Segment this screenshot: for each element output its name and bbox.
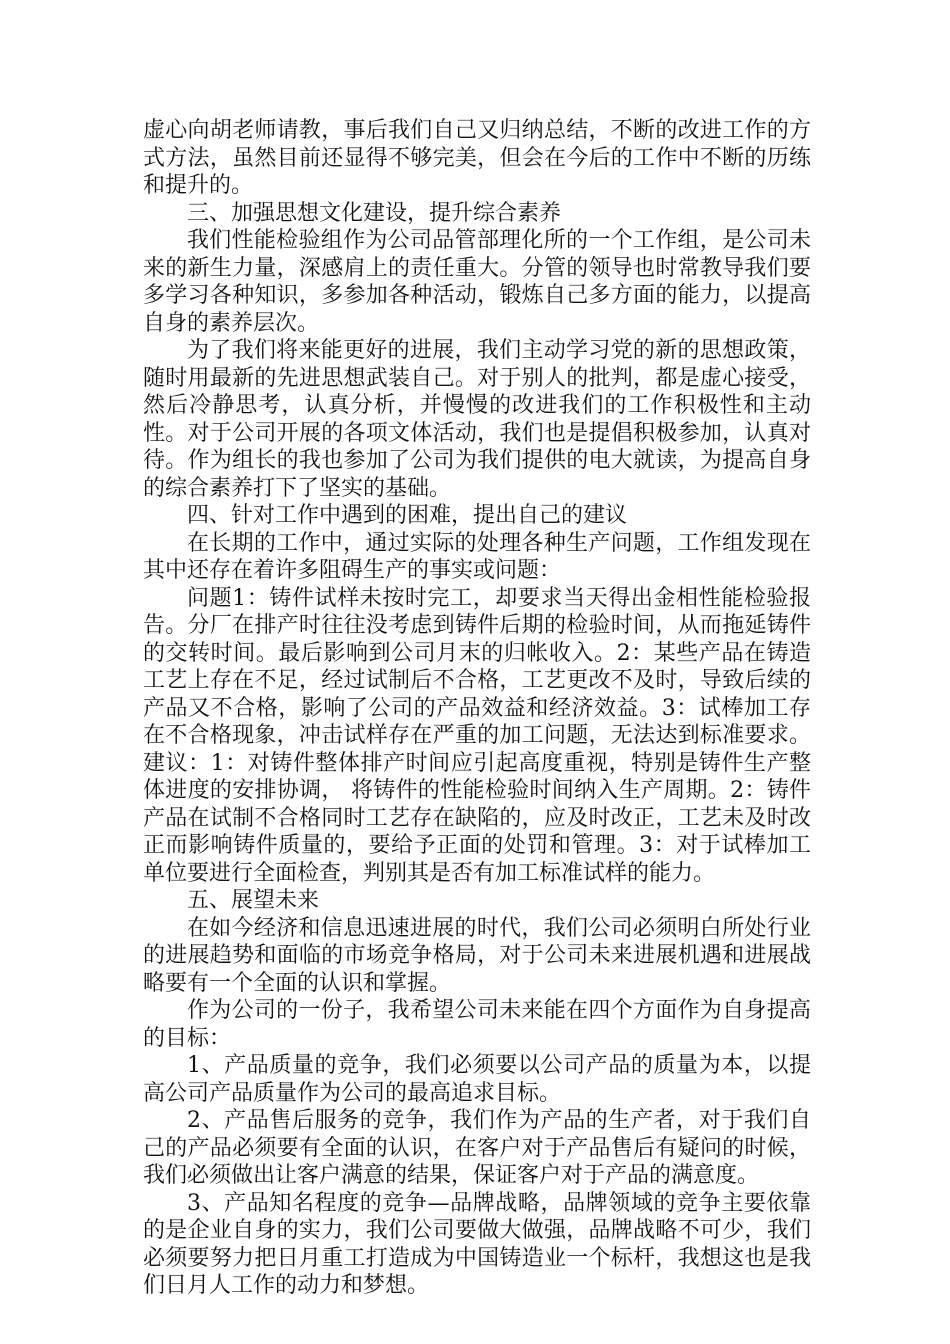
paragraph-outlook: 在如今经济和信息迅速进展的时代，我们公司必须明白所处行业的进展趋势和面临的市场竞争格局，对于公司未来进展机遇和进展战略要有一个全面的认识和掌握。	[143, 915, 811, 996]
paragraph-goal-service: 2、产品售后服务的竞争，我们作为产品的生产者，对于我们自己的产品必须要有全面的认识，在客户对于产品售后有疑问的时候，我们必须做出让客户满意的结果，保证客户对于产品的满意度。	[143, 1108, 811, 1188]
paragraph-continuation: 虚心向胡老师请教，事后我们自己又归纳总结，不断的改进工作的方式方法，虽然目前还显得不够完美，但会在今后的工作中不断的历练和提升的。	[143, 118, 811, 198]
paragraph-problems-intro: 在长期的工作中，通过实际的处理各种生产问题，工作组发现在其中还存在着许多阻碍生产的事实或问题：	[143, 530, 811, 583]
paragraph-goals-intro: 作为公司的一份子，我希望公司未来能在四个方面作为自身提高的目标：	[143, 998, 811, 1051]
paragraph-self-improvement: 为了我们将来能更好的进展，我们主动学习党的新的思想政策，随时用最新的先进思想武装自己。对于别人的批判，都是虚心接受，然后冷静思考，认真分析，并慢慢的改进我们的工作积极性和主动性。对于公司开展的各项文体活动，我们也是提倡积极参加，认真对待。作为组长的我也参加了公司为我们提供的电大就读，为提高自身的综合素养打下了坚实的基础。	[143, 338, 811, 501]
paragraph-goal-quality: 1、产品质量的竞争，我们必须要以公司产品的质量为本，以提高公司产品质量作为公司的最高追求目标。	[143, 1053, 811, 1106]
paragraph-team-role: 我们性能检验组作为公司品管部理化所的一个工作组，是公司未来的新生力量，深感肩上的责任重大。分管的领导也时常教导我们要多学习各种知识，多参加各种活动，锻炼自己多方面的能力，以提高自身的素养层次。	[143, 228, 811, 336]
paragraph-goal-brand: 3、产品知名程度的竞争—品牌战略，品牌领域的竞争主要依靠的是企业自身的实力，我们公司要做大做强，品牌战略不可少，我们必须要努力把日月重工打造成为中国铸造业一个标杆，我想这也是我们日月人工作的动力和梦想。	[143, 1190, 811, 1298]
section-heading-3: 三、加强思想文化建设，提升综合素养	[187, 200, 562, 226]
paragraph-problems-suggestions: 问题1：铸件试样未按时完工，却要求当天得出金相性能检验报告。分厂在排产时往往没考虑到铸件后期的检验时间，从而拖延铸件的交转时间。最后影响到公司月末的归帐收入。2：某些产品在铸造工艺上存在不足，经过试制后不合格，工艺更改不及时，导致后续的产品又不合格，影响了公司的产品效益和经济效益。3：试棒加工存在不合格现象，冲击试样存在严重的加工问题，无法达到标准要求。 建议：1：对铸件整体排产时间应引起高度重视，特别是铸件生产整体进度的安排协调， 将铸件的性能检验时间纳入生产周期。2：铸件产品在试制不合格同时工艺存在缺陷的，应及时改正，工艺未及时改正而影响铸件质量的，要给予正面的处罚和管理。3：对于试棒加工单位要进行全面检查，判别其是否有加工标准试样的能力。	[143, 585, 811, 886]
section-heading-5: 五、展望未来	[187, 888, 320, 913]
section-heading-4: 四、针对工作中遇到的困难，提出自己的建议	[187, 503, 628, 528]
document-page	[143, 117, 811, 1300]
